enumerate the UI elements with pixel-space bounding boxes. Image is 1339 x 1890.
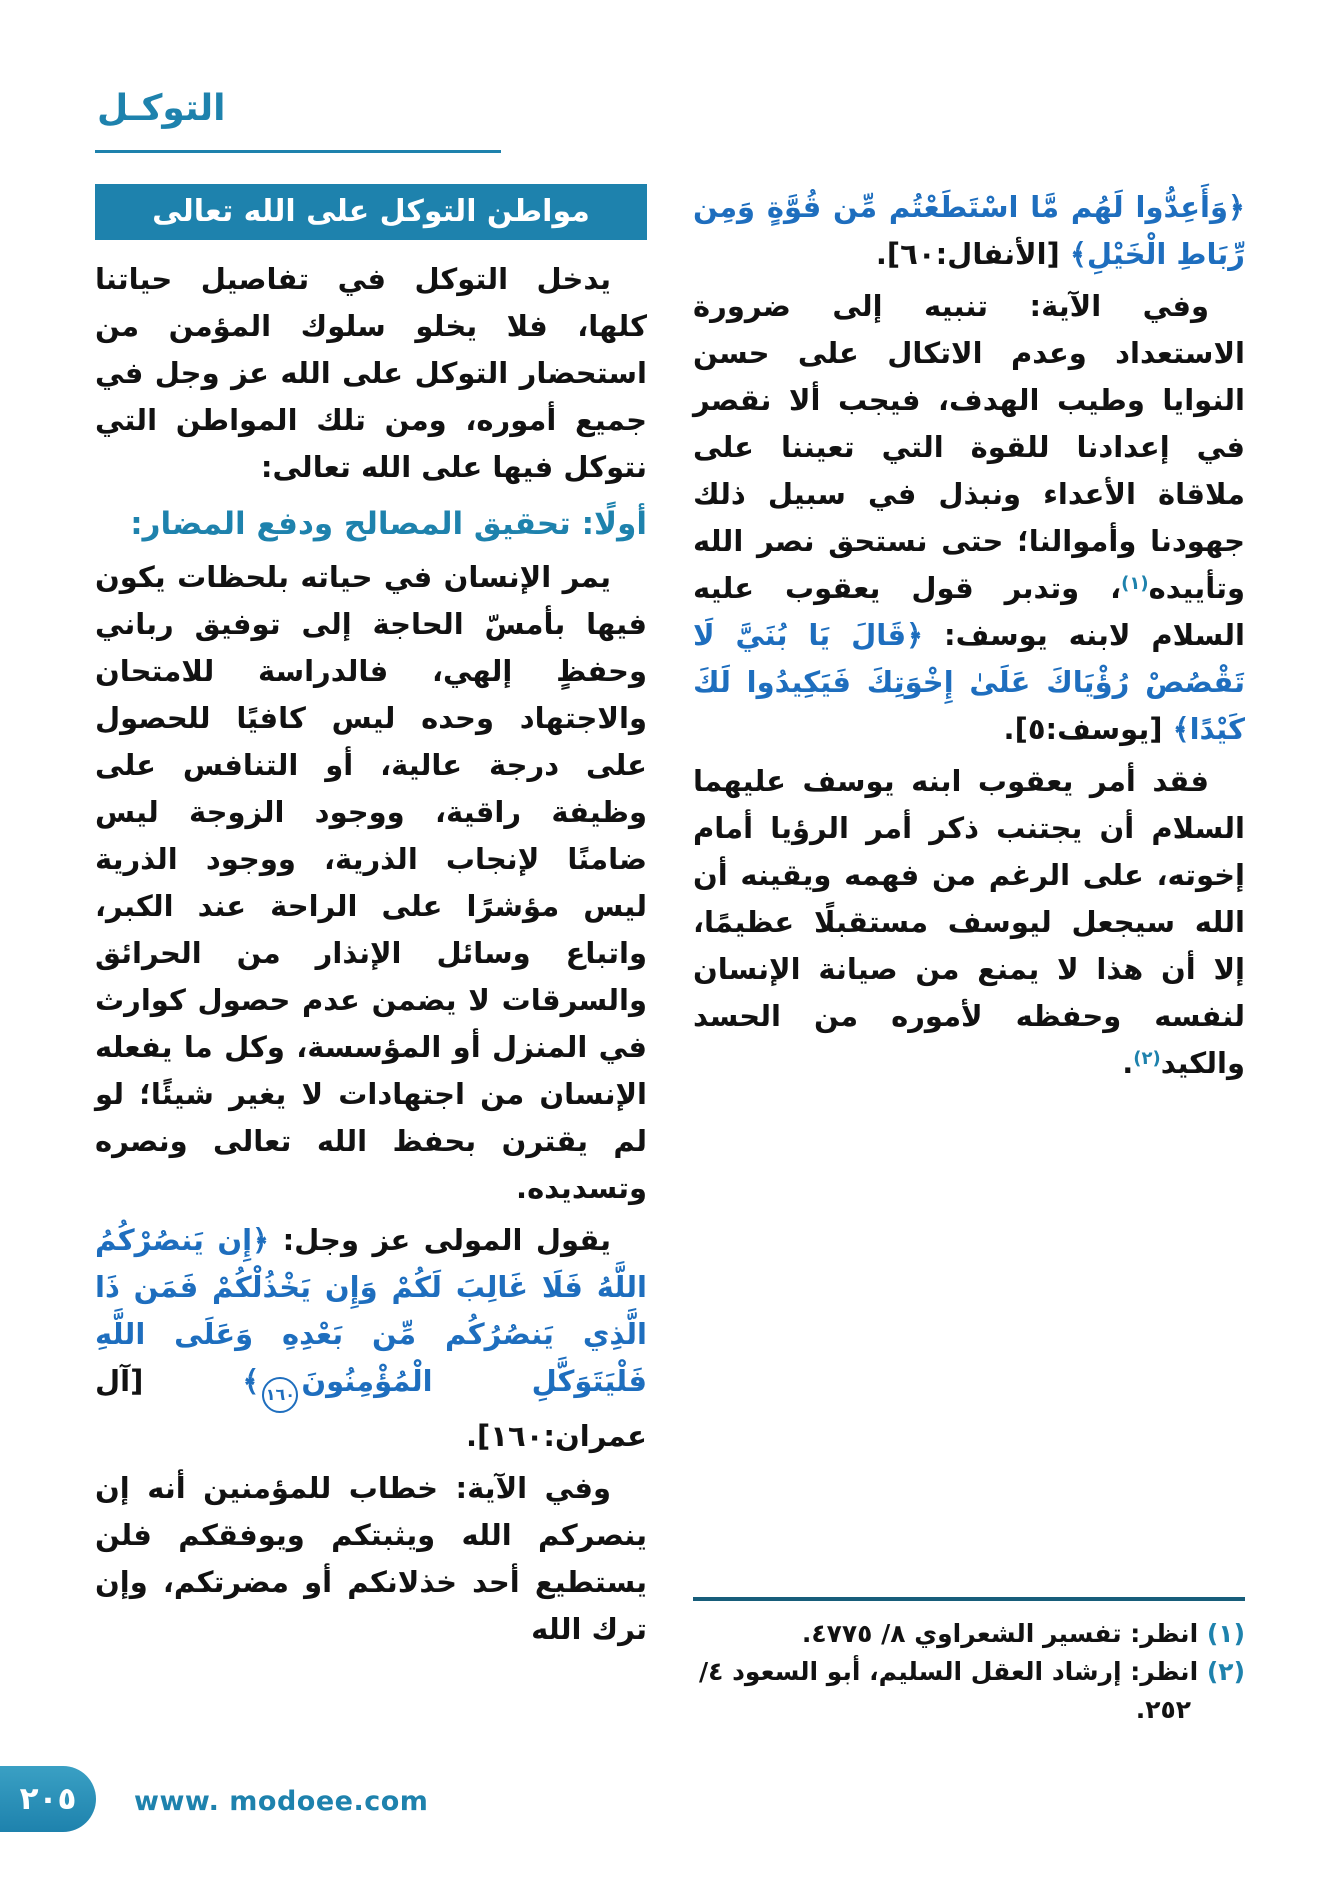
footnote-ref-2: (٢) [1133,1048,1161,1069]
verse-ref-yusuf: [يوسف:٥]. [1003,712,1173,746]
right-column [693,184,1245,1729]
quran-verse-anfal: ﴿وَأَعِدُّوا لَهُم مَّا اسْتَطَعْتُم مِّن قُوَّةٍ وَمِن رِّبَاطِ الْخَيْلِ﴾ [693,190,1245,271]
verse-ref-imran: [آل عمران:١٦٠]. [95,1364,647,1453]
subsection-heading: أولًا: تحقيق المصالح ودفع المضار: [130,506,647,542]
verse-block-anfal [693,184,1245,278]
quran-close-bracket: ﴾ [242,1364,260,1398]
left-column [95,184,647,1729]
text-columns [95,184,1245,1729]
page-number: ٢٠٥ [19,1781,77,1817]
section-title-box [95,184,647,240]
footnote-text-1: انظر: تفسير الشعراوي ٨/ ٤٧٧٥. [801,1619,1207,1648]
chapter-title: التوكـل [97,88,226,129]
paragraph-verse-imran [95,1217,647,1460]
footnote-ref-1: (١) [1121,573,1149,594]
body-text: فقد أمر يعقوب ابنه يوسف عليهما السلام أن يجتنب ذكر أمر الرؤيا أمام إخوته، على الرغم من فهمه ويقينه أن الله سيجعل ليوسف مستقبلًا عظيمًا، إلا أن هذا لا يمنع من صيانة الإنسان لنفسه وحفظه لأموره من الحسد والكيد [693,764,1245,1080]
ayah-number-circle: ١٦٠ [262,1377,298,1413]
footnotes-block [693,1597,1245,1729]
footnote-number-2: (٢) [1206,1657,1245,1686]
paragraph-explanation-2 [693,758,1245,1087]
quran-verse-imran: ﴿إِن يَنصُرْكُمُ اللَّهُ فَلَا غَالِبَ لَكُمْ وَإِن يَخْذُلْكُمْ فَمَن ذَا الَّذِي يَنصُرُكُم مِّن بَعْدِهِ وَعَلَى اللَّهِ فَلْيَتَوَكَّلِ الْمُؤْمِنُونَ [95,1223,647,1398]
website-link[interactable]: www. modoee.com [134,1786,429,1817]
paragraph-body: يمر الإنسان في حياته بلحظات يكون فيها بأمسّ الحاجة إلى توفيق رباني وحفظٍ إلهي، فالدراسة للامتحان والاجتهاد وحده ليس كافيًا للحصول على درجة عالية، أو التنافس على وظيفة راقية، ووجود الزوجة ليس ضامنًا لإنجاب الذرية، ووجود الذرية ليس مؤشرًا على الراحة عند الكبر، واتباع وسائل الإنذار من الحرائق والسرقات لا يضمن عدم حصول كوارث في المنزل أو المؤسسة، وكل ما يفعله الإنسان من اجتهادات لا يغير شيئًا؛ لو لم يقترن بحفظ الله تعالى ونصره وتسديده. [95,560,647,1205]
footnote-number-1: (١) [1206,1619,1245,1648]
verse-ref-anfal: [الأنفال:٦٠]. [875,237,1070,271]
paragraph-explanation-1 [693,283,1245,753]
quran-verse-yusuf: ﴿قَالَ يَا بُنَيَّ لَا تَقْصُصْ رُؤْيَاكَ عَلَىٰ إِخْوَتِكَ فَيَكِيدُوا لَكَ كَيْدًا﴾ [693,618,1245,746]
body-text: يقول المولى عز وجل: [269,1223,612,1257]
section-title: مواطن التوكل على الله تعالى [152,194,590,229]
footnote-1 [693,1615,1245,1653]
body-text: ، وتدبر قول يعقوب عليه السلام لابنه يوسف: [693,571,1245,652]
body-text: وفي الآية: تنبيه إلى ضرورة الاستعداد وعدم الاتكال على حسن النوايا وطيب الهدف، فيجب ألا نقصر في إعدادنا للقوة التي تعيننا على ملاقاة الأعداء ونبذل في سبيل ذلك جهودنا وأموالنا؛ حتى نستحق نصر الله وتأييده [693,289,1245,605]
paragraph-intro: يدخل التوكل في تفاصيل حياتنا كلها، فلا يخلو سلوك المؤمن من استحضار التوكل على الله عز وجل في جميع أموره، ومن تلك المواطن التي نتوكل فيها على الله تعالى: [95,262,647,484]
footnote-separator-rule [693,1597,1245,1601]
body-text: . [1122,1046,1134,1080]
footnote-text-2: انظر: إرشاد العقل السليم، أبو السعود ٤/ ٢٥٢. [698,1657,1207,1724]
paragraph-explanation-3: وفي الآية: خطاب للمؤمنين أنه إن ينصركم الله ويثبتكم ويوفقكم فلن يستطيع أحد خذلانكم أو مضرتكم، وإن ترك الله [95,1470,647,1646]
page-number-badge [0,1766,96,1832]
footnote-2 [693,1653,1245,1729]
header-rule [95,150,501,153]
